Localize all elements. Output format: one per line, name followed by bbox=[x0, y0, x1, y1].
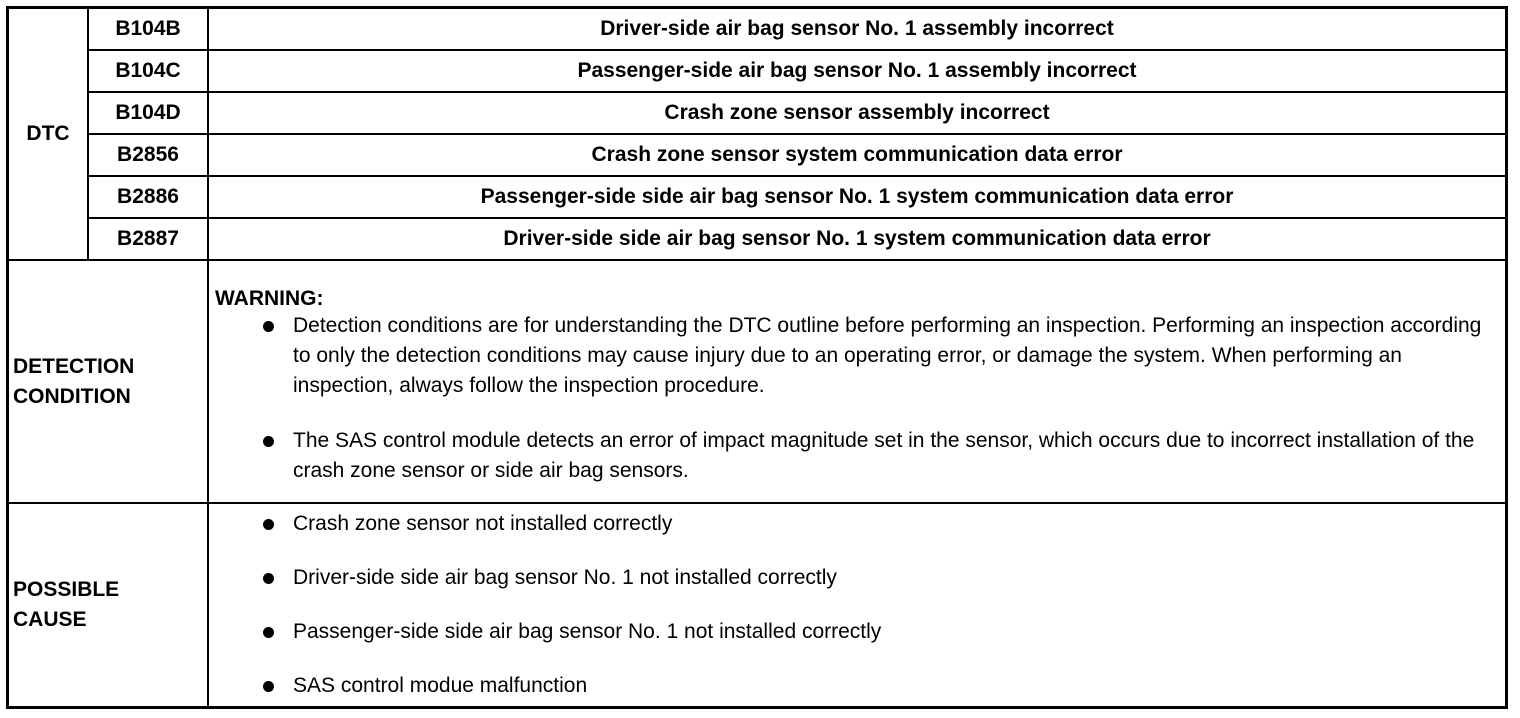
possible-cause-row bbox=[8, 503, 1506, 707]
detection-row bbox=[8, 260, 1506, 503]
dtc-table bbox=[7, 7, 1507, 708]
possible-cause-bullet-list bbox=[215, 509, 1495, 701]
table-row bbox=[8, 50, 1506, 92]
dtc-description: Crash zone sensor system communication data error bbox=[208, 134, 1506, 176]
list-item: Driver-side side air bag sensor No. 1 not installed correctly bbox=[263, 563, 1495, 593]
dtc-label: DTC bbox=[8, 8, 88, 260]
list-item: The SAS control module detects an error of impact magnitude set in the sensor, which occurs due to incorrect installation of the crash zone sensor or side air bag sensors. bbox=[263, 426, 1495, 486]
detection-condition-content bbox=[208, 260, 1506, 503]
dtc-description: Driver-side air bag sensor No. 1 assembly incorrect bbox=[208, 8, 1506, 50]
dtc-description: Passenger-side side air bag sensor No. 1 system communication data error bbox=[208, 176, 1506, 218]
warning-heading: WARNING: bbox=[215, 287, 324, 310]
possible-cause-content bbox=[208, 503, 1506, 707]
detection-bullet-list bbox=[215, 311, 1495, 486]
detection-label-line2: CONDITION bbox=[13, 384, 131, 408]
table-row bbox=[8, 176, 1506, 218]
list-item: SAS control modue malfunction bbox=[263, 671, 1495, 701]
dtc-code: B2886 bbox=[88, 176, 208, 218]
possible-cause-label-line2: CAUSE bbox=[13, 608, 87, 631]
table-row bbox=[8, 218, 1506, 260]
possible-cause-label-line1: POSSIBLE bbox=[13, 578, 120, 601]
dtc-code: B104D bbox=[88, 92, 208, 134]
table-row bbox=[8, 92, 1506, 134]
detection-condition-label bbox=[8, 260, 208, 503]
list-item: Detection conditions are for understanding the DTC outline before performing an inspection. Performing an inspection according to only the detection conditions may cause injury due to an operating error, or damage the system. When performing an inspection, always follow the inspection procedure. bbox=[263, 311, 1495, 401]
dtc-description: Passenger-side air bag sensor No. 1 assembly incorrect bbox=[208, 50, 1506, 92]
list-item: Passenger-side side air bag sensor No. 1 not installed correctly bbox=[263, 617, 1495, 647]
table-row bbox=[8, 8, 1506, 50]
possible-cause-label bbox=[8, 503, 208, 707]
dtc-code: B104B bbox=[88, 8, 208, 50]
dtc-code: B2856 bbox=[88, 134, 208, 176]
dtc-code: B2887 bbox=[88, 218, 208, 260]
detection-label-line1: DETECTION bbox=[13, 354, 135, 378]
list-item: Crash zone sensor not installed correctly bbox=[263, 509, 1495, 539]
dtc-description: Crash zone sensor assembly incorrect bbox=[208, 92, 1506, 134]
table-row bbox=[8, 134, 1506, 176]
dtc-description: Driver-side side air bag sensor No. 1 system communication data error bbox=[208, 218, 1506, 260]
dtc-code: B104C bbox=[88, 50, 208, 92]
